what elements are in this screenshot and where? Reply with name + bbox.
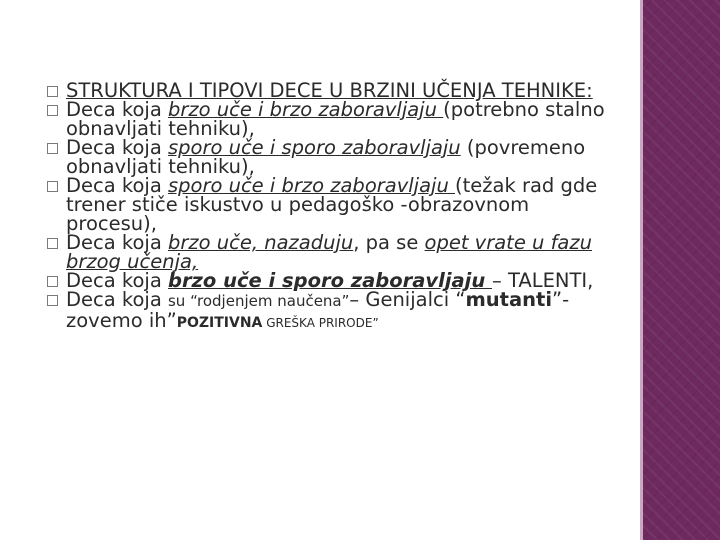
list-item	[45, 233, 607, 271]
square-bullet-icon	[47, 181, 58, 192]
decorative-side-band	[643, 0, 720, 540]
list-item	[45, 290, 607, 333]
item-suffix: – TALENTI,	[492, 269, 594, 292]
item-suffix: (povremeno obnavljati tehniku),	[66, 136, 586, 178]
item-smaller-text: GREŠKA PRIRODE”	[262, 316, 379, 330]
item-suffix: (potrebno stalno obnavljati tehniku),	[66, 98, 605, 140]
item-emphasis: sporo uče i brzo zaboravljaju	[167, 174, 456, 197]
square-bullet-icon	[47, 143, 58, 154]
item-small-bold-text: POZITIVNA	[176, 315, 263, 331]
item-prefix: Deca koja	[66, 269, 168, 292]
item-prefix: Deca koja	[66, 174, 168, 197]
list-item	[45, 176, 607, 233]
item-prefix: Deca koja	[66, 98, 168, 121]
item-small-text: su “rodjenjem naučena”	[167, 292, 350, 310]
list-item	[45, 138, 607, 176]
item-suffix: (težak rad gde trener stiče iskustvo u pedagoško -obrazovnom procesu),	[66, 174, 598, 235]
item-emphasis: brzo uče, nazaduju	[167, 231, 354, 254]
item-emphasis: sporo uče i sporo zaboravljaju	[167, 136, 461, 159]
item-bold-text: mutanti	[465, 288, 553, 311]
item-prefix: Deca koja	[66, 288, 168, 311]
heading-text: STRUKTURA I TIPOVI DECE U BRZINI UČENJA TEHNIKE:	[66, 79, 593, 102]
square-bullet-icon	[47, 295, 58, 306]
item-mid-2: ”- zovemo ih”	[66, 288, 570, 332]
square-bullet-icon	[47, 105, 58, 116]
bullet-list	[45, 81, 607, 333]
square-bullet-icon	[47, 276, 58, 287]
item-prefix: Deca koja	[66, 136, 168, 159]
item-prefix: Deca koja	[66, 231, 168, 254]
item-emphasis: brzo uče i brzo zaboravljaju	[167, 98, 444, 121]
item-mid: , pa se	[353, 231, 425, 254]
list-item	[45, 100, 607, 138]
item-emphasis-2: opet vrate u fazu brzog učenja,	[66, 231, 592, 273]
square-bullet-icon	[47, 238, 58, 249]
item-mid: – Genijalci “	[349, 288, 466, 311]
item-emphasis-bold: brzo uče i sporo zaboravljaju	[167, 269, 493, 292]
square-bullet-icon	[47, 86, 58, 97]
